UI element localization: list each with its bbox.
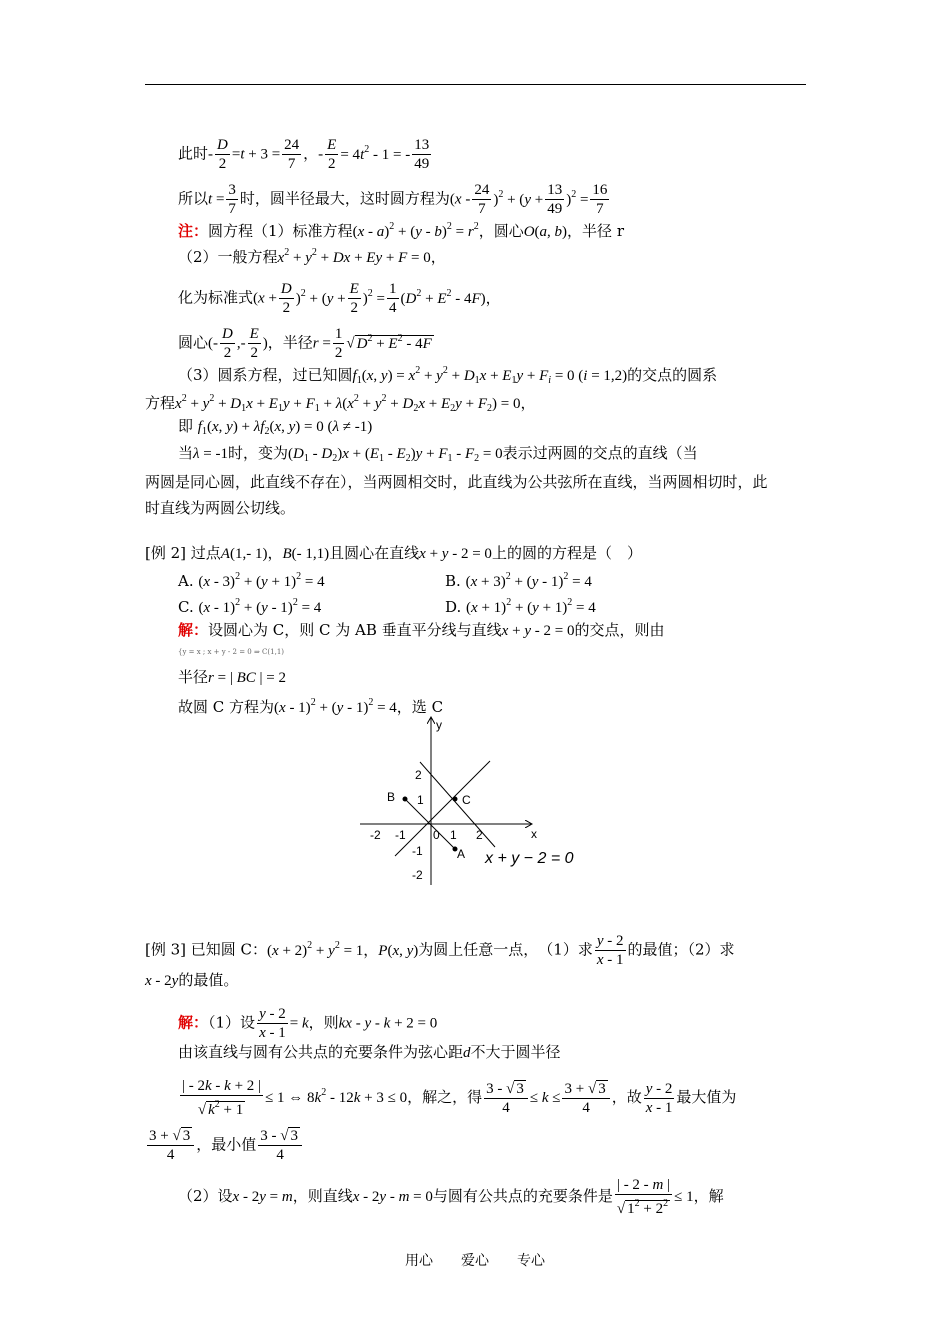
point-b-dot bbox=[403, 797, 408, 802]
text: 与圆有公共点的充要条件是 bbox=[432, 1187, 613, 1205]
ex3-sol-2: 由该直线与圆有公共点的充要条件为弦心距d不大于圆半径 bbox=[178, 1043, 561, 1061]
solution-label: 解： bbox=[178, 1013, 209, 1032]
text: 表示过两圆的交点的直线（当 bbox=[502, 444, 698, 462]
text: 此时 bbox=[178, 144, 209, 163]
point-c-dot bbox=[453, 797, 458, 802]
text: 的交点的圆系 bbox=[627, 366, 718, 384]
text: ，故 bbox=[611, 1088, 642, 1106]
text: C. bbox=[178, 598, 194, 616]
text: 的最值；（2）求 bbox=[627, 940, 735, 959]
line-2: 所以t = $\frac{3}{7}$ 时，圆半径最大，这时圆方程为(x - $\frac{24}{7}$ )$^2$ + (y + $\frac{13}{49}$ )$^2$ = $\frac{16}{7}$ bbox=[178, 182, 608, 217]
text: （3）圆系方程，过已知圆 bbox=[178, 366, 353, 384]
note-3: 化为标准式(x + $\frac{D}{2}$ )$^2$ + (y + $\frac{E}{2}$ )$^2$ = $\frac{1}{4}$ $(D^2 + E^2 - 4F)$， bbox=[178, 281, 501, 316]
ex3-sol-3: $\frac{| - 2k - k + 2 |}{√ k^2 + 1}$ ≤ 1 ⇔ $8k^2 - 12k + 3 \le 0$，解之，得 $\frac{3 - √ 3}{4}$ ≤ k ≤ $\frac{3 + √ 3}{4}$ ，故 $\frac{y - 2}{x - 1}$ 最大值为 bbox=[182, 1078, 737, 1118]
text: [例 3] 已知圆 C： bbox=[145, 940, 268, 959]
tick-x-neg1: -1 bbox=[395, 828, 406, 842]
text: （1）设 bbox=[208, 1013, 256, 1032]
text: 时，变为 bbox=[227, 444, 288, 462]
header-rule bbox=[145, 84, 806, 85]
text: 由该直线与圆有公共点的充要条件为弦心距 bbox=[178, 1043, 464, 1061]
note-8: 当λ = -1时，变为$(D_1 - D_2)x + (E_1 - E_2)y + F_1 - F_2 = 0$表示过两圆的交点的直线（当 bbox=[178, 444, 698, 464]
note-label: 注： bbox=[178, 222, 209, 240]
ex2-answer: 故圆 C 方程为(x - 1)$^2$ + (y - 1)$^2$ = 4，选 C bbox=[178, 697, 444, 716]
tick-y-1: 1 bbox=[417, 793, 424, 807]
text: 化为标准式 bbox=[178, 288, 254, 307]
text: 所以 bbox=[178, 189, 209, 208]
text: 圆心 bbox=[178, 333, 209, 352]
text: ，半径 bbox=[267, 333, 313, 352]
text: B. bbox=[445, 572, 461, 590]
tick-x-0: 0 bbox=[433, 828, 440, 842]
option-c: C. (x - 1)$^2$ + (y - 1)$^2$ = 4 bbox=[178, 597, 322, 616]
text: 的交点，则由 bbox=[574, 621, 665, 639]
text: ，最小值 bbox=[196, 1135, 257, 1154]
label-a: A bbox=[457, 847, 466, 861]
label-c: C bbox=[462, 793, 471, 807]
option-a: A. $(x - 3)^2 + (y + 1)^2 = 4$ bbox=[178, 571, 325, 590]
note-4: 圆心(- $\frac{D}{2}$ ,- $\frac{E}{2}$ )，半径r = $\frac{1}{2}$ √ $D^2 + E^2 - 4F$ bbox=[178, 326, 432, 361]
note-1: 注：圆方程（1）标准方程$(x - a)^2 + (y - b)^2 = r^2$，圆心O(a, b)，半径 r bbox=[178, 221, 624, 240]
ex3-sol-4: $\frac{3 + √ 3}{4}$ ，最小值 $\frac{3 - √ 3}{4}$ bbox=[145, 1127, 304, 1164]
text: 当 bbox=[178, 444, 194, 462]
text: 时，圆半径最大，这时圆方程为 bbox=[239, 189, 450, 208]
note-2: （2）一般方程$x^2 + y^2 + Dx + Ey + F = 0$， bbox=[178, 247, 446, 266]
ex2-radius: 半径r = | BC | = 2 bbox=[178, 668, 286, 686]
ex3-title-2: x - 2y的最值。 bbox=[145, 971, 239, 989]
text: ，则直线 bbox=[292, 1187, 353, 1205]
text: ，解 bbox=[693, 1187, 724, 1205]
note-10: 时直线为两圆公切线。 bbox=[145, 499, 296, 517]
x-label: x bbox=[531, 827, 537, 841]
label-b: B bbox=[387, 790, 396, 804]
text: A. bbox=[178, 572, 194, 590]
tick-x-1: 1 bbox=[450, 828, 457, 842]
page-footer: 用心 爱心 专心 bbox=[405, 1253, 545, 1269]
note-7: 即 $f_1(x$, $y) + \lambda f_2(x$, y) = 0 (λ ≠ -1) bbox=[178, 417, 373, 437]
note-5: （3）圆系方程，过已知圆$f_1(x$, $y) = x^2 + y^2 + D_1x + E_1y + F_i = 0$ (i = 1,2)的交点的圆系 bbox=[178, 365, 718, 386]
note-6: 方程$x^2 + y^2 + D_1x + E_1y + F_1 + \lambda(x^2 + y^2 + D_2x + E_2y + F_2) = 0$， bbox=[145, 393, 536, 414]
text: 为圆上任意一点， （1）求 bbox=[418, 940, 593, 959]
text: ，圆心 bbox=[478, 222, 524, 240]
text: 的最值。 bbox=[178, 971, 239, 989]
text: ，选 C bbox=[396, 698, 444, 716]
text: （2）一般方程 bbox=[178, 248, 278, 266]
text: 圆方程（1）标准方程 bbox=[208, 222, 353, 240]
text: 设圆心为 C，则 C 为 AB 垂直平分线与直线 bbox=[208, 621, 502, 639]
note-9: 两圆是同心圆，此直线不存在），当两圆相交时，此直线为公共弦所在直线，当两圆相切时，此 bbox=[145, 473, 768, 491]
tiny-system: {y = x ; x + y - 2 = 0 ⇒ C(1,1) bbox=[178, 648, 285, 656]
ex2-title: [例 2] 过点A(1,- 1)，B(- 1,1)且圆心在直线x + y - 2 = 0上的圆的方程是（ ） bbox=[145, 544, 642, 562]
tick-x-neg2: -2 bbox=[370, 828, 381, 842]
coordinate-graph bbox=[355, 715, 595, 895]
text: 上的圆的方程是（ ） bbox=[491, 544, 642, 562]
text: 且圆心在直线 bbox=[329, 544, 420, 562]
tick-x-2: 2 bbox=[476, 828, 483, 842]
ex2-solution: 解：设圆心为 C，则 C 为 AB 垂直平分线与直线x + y - 2 = 0的交点，则由 bbox=[178, 621, 665, 639]
line-1: 此时- $\frac{D}{2}$ =t + 3 = $\frac{24}{7}$ ，- $\frac{E}{2}$ = $4t^2 - 1$ = - $\frac{13}{49}$ bbox=[178, 137, 430, 172]
ex3-sol-5: （2）设x - 2y = m，则直线x - 2y - m = 0与圆有公共点的充要条件是 $\frac{| - 2 - m |}{√ 1^2 + 2^2}$ ≤ 1，解 bbox=[178, 1177, 724, 1217]
ex3-title: [例 3] 已知圆 C：$(x + 2)^2 + y^2 = 1$，P(x, y)为圆上任意一点， （1）求 $\frac{y - 2}{x - 1}$ 的最值；（2）求 bbox=[145, 933, 735, 968]
text: [例 2] 过点 bbox=[145, 544, 221, 562]
tick-y-neg1: -1 bbox=[412, 844, 423, 858]
text: ，半径 r bbox=[567, 222, 624, 240]
text: ，则 bbox=[308, 1013, 339, 1032]
text: 半径 bbox=[178, 668, 209, 686]
line-equation: x + y − 2 = 0 bbox=[485, 850, 574, 867]
text: 即 bbox=[178, 417, 194, 435]
text: 不大于圆半径 bbox=[470, 1043, 561, 1061]
text: 故圆 C 方程为 bbox=[178, 698, 275, 716]
y-label: y bbox=[436, 718, 442, 732]
text: 最大值为 bbox=[676, 1088, 737, 1106]
text: D. bbox=[445, 598, 462, 616]
option-b: B. $(x + 3)^2 + (y - 1)^2 = 4$ bbox=[445, 571, 592, 590]
text: （2）设 bbox=[178, 1187, 233, 1205]
tick-y-neg2: -2 bbox=[412, 868, 423, 882]
solution-label: 解： bbox=[178, 621, 209, 639]
ex3-sol-1: 解：（1）设 $\frac{y - 2}{x - 1}$ = k，则kx - y - k + 2 = 0 bbox=[178, 1006, 438, 1041]
tick-y-2: 2 bbox=[415, 768, 422, 782]
text: ，解之，得 bbox=[407, 1088, 483, 1106]
text: 方程 bbox=[145, 394, 176, 412]
option-d: D. $(x + 1)^2 + (y + 1)^2 = 4$ bbox=[445, 597, 596, 616]
